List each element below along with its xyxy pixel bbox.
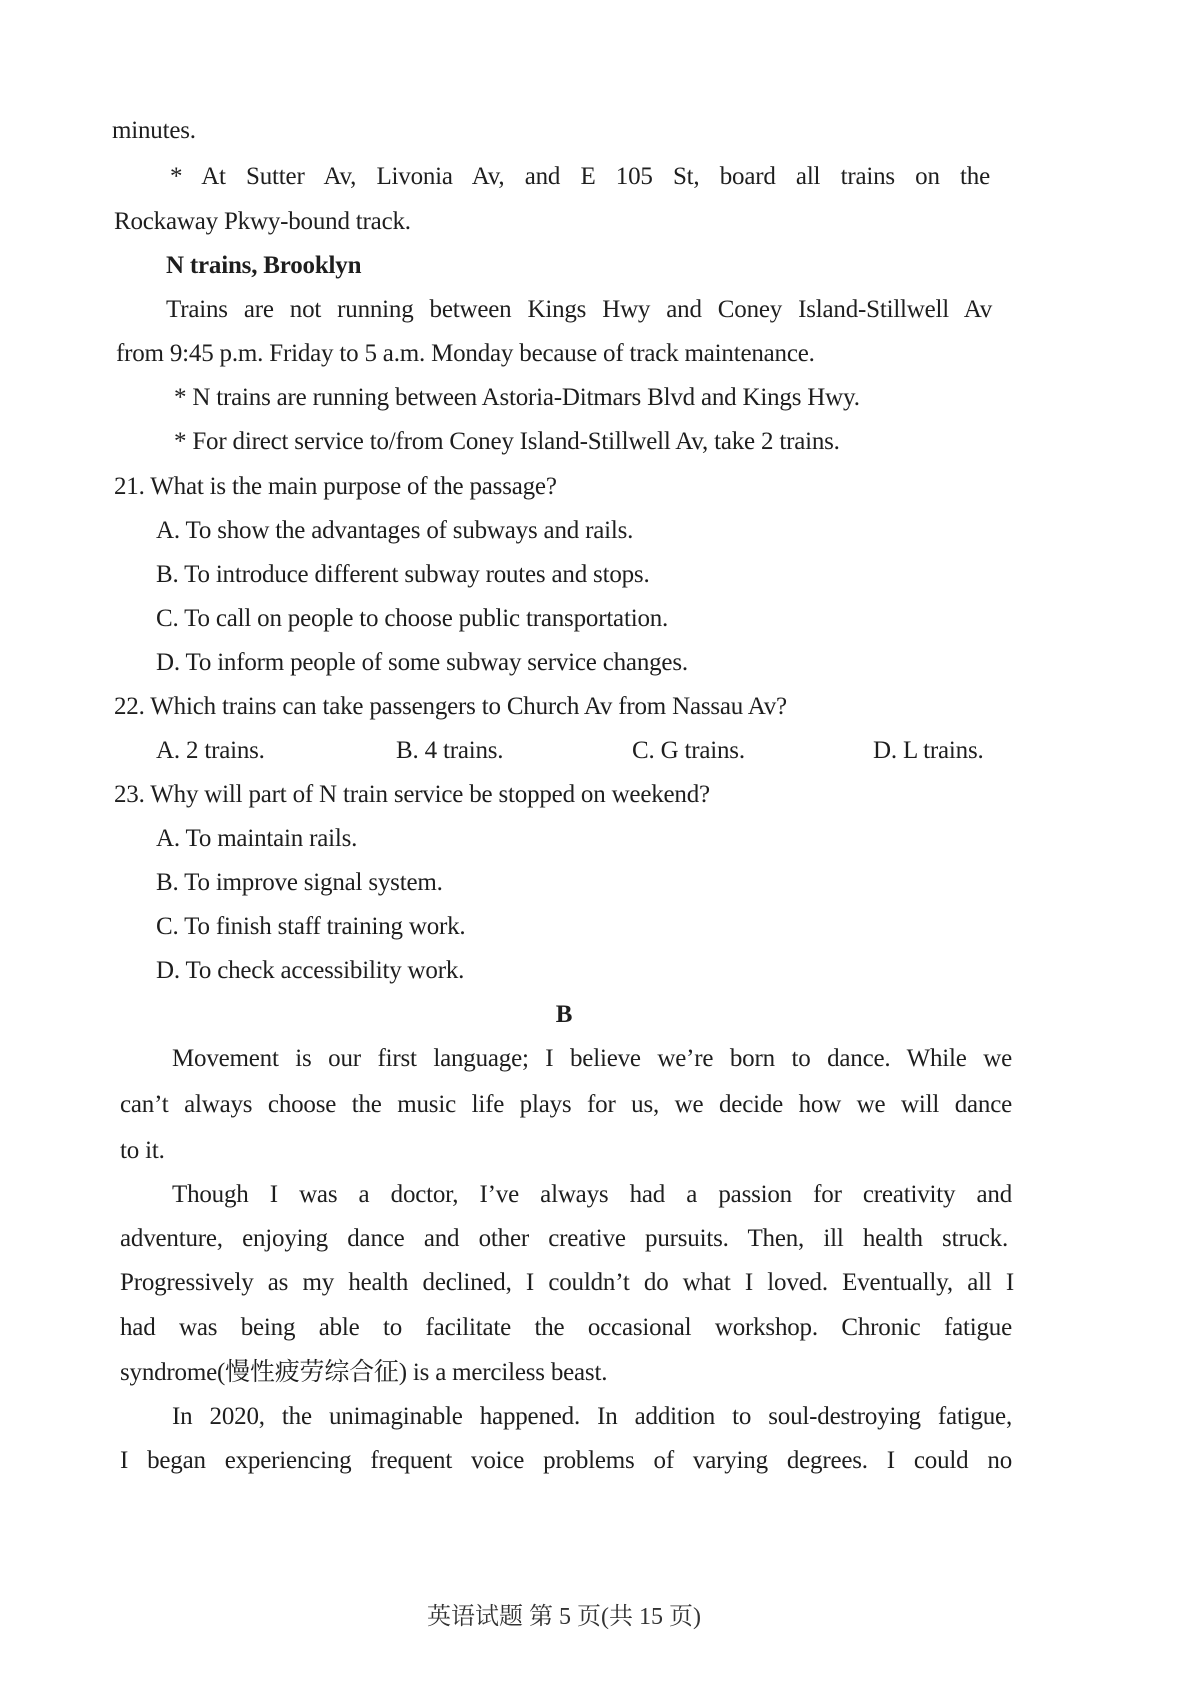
option-21-a xyxy=(156,516,633,546)
option-text: To maintain rails. xyxy=(185,825,358,852)
option-text: To call on people to choose public transportation. xyxy=(184,605,669,632)
question-stem: What is the main purpose of the passage? xyxy=(150,473,557,500)
passage-b-line: syndrome(慢性疲劳综合征) is a merciless beast. xyxy=(120,1359,608,1386)
option-23-a xyxy=(156,824,357,854)
question-number: 23. xyxy=(114,781,145,808)
passage-b-line: In 2020, the unimaginable happened. In addition to soul-destroying fatigue, xyxy=(172,1403,1012,1430)
option-text: To finish staff training work. xyxy=(184,913,466,940)
option-label: C. xyxy=(632,737,655,764)
question-22 xyxy=(114,692,787,722)
option-label: D. xyxy=(156,649,180,676)
section-heading: N trains, Brooklyn xyxy=(166,252,362,279)
option-label: A. xyxy=(156,825,180,852)
question-23 xyxy=(114,780,710,810)
option-text: To show the advantages of subways and rails. xyxy=(185,517,634,544)
passage-a-bullet: * For direct service to/from Coney Island-Stillwell Av, take 2 trains. xyxy=(174,428,840,455)
passage-b-line: had was being able to facilitate the occasional workshop. Chronic fatigue xyxy=(120,1314,1012,1341)
option-21-c xyxy=(156,604,668,634)
passage-a-bullet-continuation: Rockaway Pkwy-bound track. xyxy=(114,208,411,235)
question-21 xyxy=(114,472,557,502)
option-22-c xyxy=(632,736,745,766)
option-22-d xyxy=(873,736,984,766)
passage-b-title: B xyxy=(555,1001,573,1028)
question-stem: Which trains can take passengers to Church Av from Nassau Av? xyxy=(150,693,787,720)
passage-a-bullet: * N trains are running between Astoria-Ditmars Blvd and Kings Hwy. xyxy=(174,384,860,411)
question-number: 22. xyxy=(114,693,145,720)
option-label: D. xyxy=(873,737,897,764)
question-stem: Why will part of N train service be stopped on weekend? xyxy=(150,781,710,808)
option-label: A. xyxy=(156,737,180,764)
passage-a-bullet: * At Sutter Av, Livonia Av, and E 105 St, board all trains on the xyxy=(170,163,990,190)
option-23-b xyxy=(156,868,443,898)
question-number: 21. xyxy=(114,473,145,500)
option-label: B. xyxy=(396,737,419,764)
passage-b-line: Progressively as my health declined, I couldn’t do what I loved. Eventually, all I xyxy=(120,1269,1014,1296)
passage-a-continuation: minutes. xyxy=(112,117,196,144)
option-label: C. xyxy=(156,913,179,940)
option-22-a xyxy=(156,736,265,766)
passage-b-line: to it. xyxy=(120,1137,165,1164)
option-text: 4 trains. xyxy=(424,737,504,764)
option-22-b xyxy=(396,736,503,766)
option-text: To check accessibility work. xyxy=(185,957,465,984)
option-text: To inform people of some subway service changes. xyxy=(185,649,688,676)
option-label: B. xyxy=(156,869,179,896)
passage-b-line: Movement is our first language; I believe we’re born to dance. While we xyxy=(172,1045,1012,1072)
passage-a-body-line: Trains are not running between Kings Hwy and Coney Island-Stillwell Av xyxy=(166,296,992,323)
option-23-d xyxy=(156,956,464,986)
option-text: To improve signal system. xyxy=(184,869,443,896)
option-23-c xyxy=(156,912,465,942)
option-21-d xyxy=(156,648,688,678)
option-text: 2 trains. xyxy=(185,737,265,764)
option-label: B. xyxy=(156,561,179,588)
passage-b-line: Though I was a doctor, I’ve always had a passion for creativity and xyxy=(172,1181,1012,1208)
passage-a-body-line: from 9:45 p.m. Friday to 5 a.m. Monday because of track maintenance. xyxy=(116,340,815,367)
option-text: To introduce different subway routes and stops. xyxy=(184,561,650,588)
option-label: A. xyxy=(156,517,180,544)
option-label: D. xyxy=(156,957,180,984)
passage-b-line: I began experiencing frequent voice problems of varying degrees. I could no xyxy=(120,1447,1012,1474)
option-text: L trains. xyxy=(902,737,984,764)
option-label: C. xyxy=(156,605,179,632)
option-21-b xyxy=(156,560,650,590)
passage-b-line: can’t always choose the music life plays for us, we decide how we will dance xyxy=(120,1091,1012,1118)
option-text: G trains. xyxy=(660,737,745,764)
passage-b-line: adventure, enjoying dance and other creative pursuits. Then, ill health struck. xyxy=(120,1225,1008,1252)
page-footer: 英语试题 第 5 页(共 15 页) xyxy=(427,1604,701,1630)
